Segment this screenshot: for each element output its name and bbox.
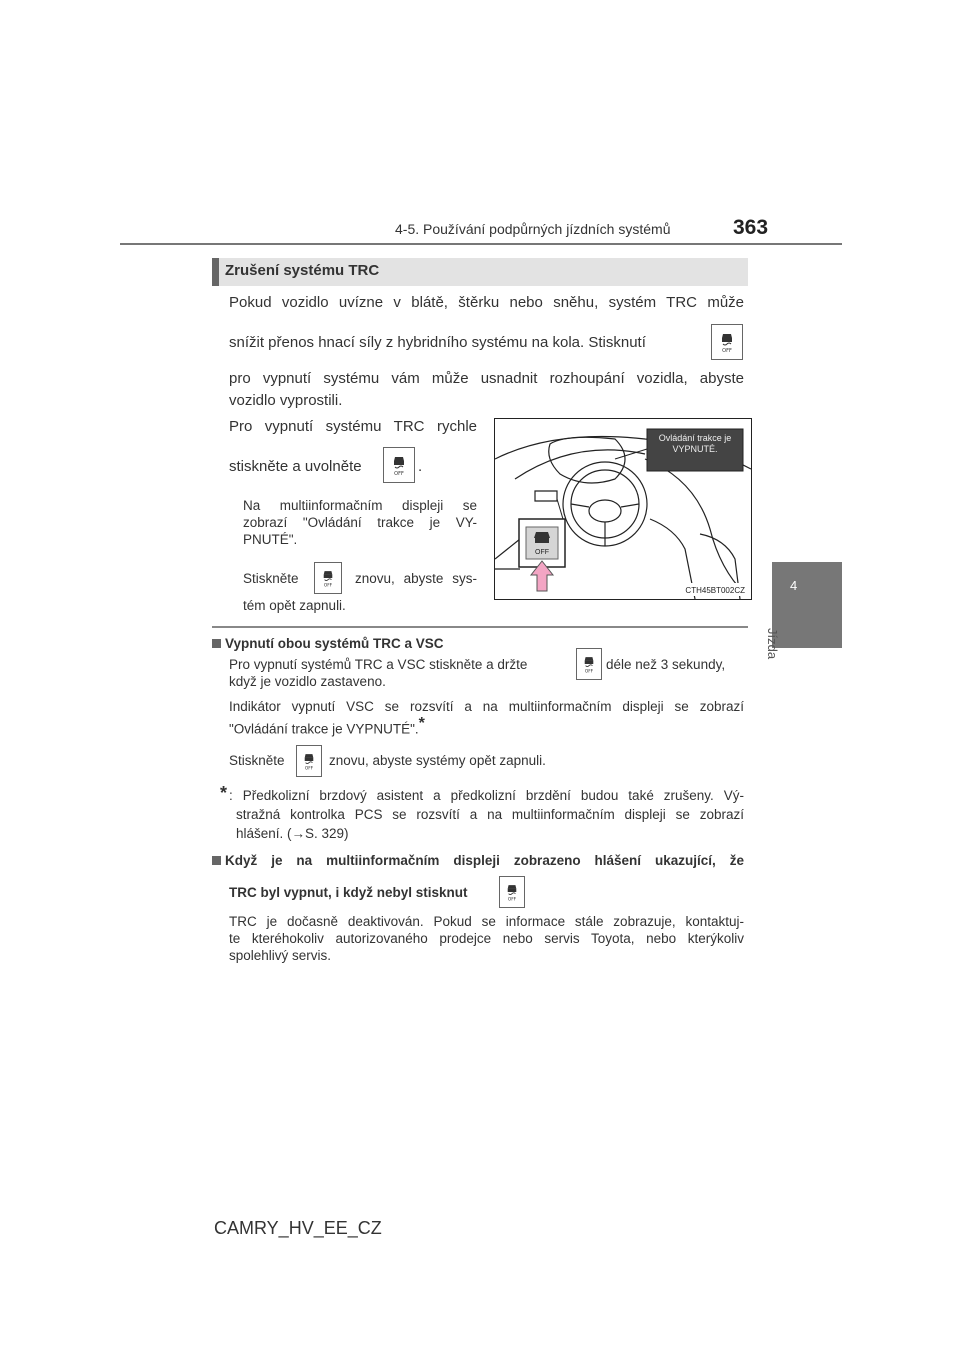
section-title: Zrušení systému TRC (225, 262, 380, 279)
svg-text:OFF: OFF (584, 669, 594, 674)
svg-text:OFF: OFF (304, 766, 314, 771)
press-again-line-2: tém opět zapnuli. (243, 598, 346, 613)
footnote-mark: * (220, 783, 228, 803)
both-off-p2b: "Ovládání trakce je VYPNUTÉ". (229, 721, 419, 737)
both-off-p1c: když je vozidlo zastaveno. (229, 674, 386, 689)
section-heading-bar (212, 258, 748, 286)
intro-line-3: pro vypnutí systému vám může usnadnit rozhoupání vozidla, abyste (229, 370, 744, 387)
page-number: 363 (733, 216, 769, 239)
bullet-square-icon (212, 856, 221, 865)
trc-off-icon (296, 745, 322, 777)
figure-code: CTH45BT002CZ (685, 586, 745, 595)
svg-text:OFF: OFF (323, 583, 333, 588)
display-note-line-3: PNUTÉ". (243, 532, 298, 547)
chapter-tab (772, 562, 842, 648)
footnote-line-3: hlášení. (→S. 329) (236, 826, 349, 841)
trc-off-icon (383, 447, 415, 483)
svg-text:OFF: OFF (722, 348, 732, 353)
dashboard-illustration (495, 419, 751, 599)
both-off-heading-text: Vypnutí obou systémů TRC a VSC (225, 636, 444, 651)
intro-line-4: vozidlo vyprostili. (229, 392, 343, 409)
display-note-line-1: Na multiinformačním displeji se (243, 498, 477, 513)
section-accent (212, 258, 219, 286)
svg-text:OFF: OFF (394, 471, 404, 476)
press-again-part-1: Stiskněte (243, 571, 299, 586)
both-off-p1a: Pro vypnutí systémů TRC a VSC stiskněte a držte (229, 657, 528, 672)
instruction-period: . (418, 458, 423, 475)
press-again-part-2: znovu, abyste sys- (355, 571, 477, 586)
header-rule (120, 243, 842, 245)
both-off-p3b: znovu, abyste systémy opět zapnuli. (329, 753, 546, 768)
message-heading-line-1 (212, 852, 744, 869)
callout-text: Ovládání trakce je VYPNUTÉ. (658, 433, 732, 454)
both-off-p2b-wrap (229, 715, 425, 738)
message-p3: spolehlivý servis. (229, 948, 332, 963)
both-off-heading (212, 636, 444, 651)
dashboard-figure (494, 418, 752, 600)
asterisk-mark: * (418, 715, 425, 732)
trc-off-icon (499, 876, 525, 908)
message-heading-line-2: TRC byl vypnut, i když nebyl stisknut (229, 885, 468, 900)
footnote-line-2: stražná kontrolka PCS se rozsvítí a na multiinformačním displeji se zobrazí (236, 807, 744, 822)
message-heading-line-1-text: Když je na multiinformačním displeji zobrazeno hlášení ukazující, že (225, 853, 744, 868)
document-code: CAMRY_HV_EE_CZ (214, 1218, 382, 1238)
intro-line-2: snížit přenos hnací síly z hybridního systému na kola. Stisknutí (229, 334, 646, 351)
both-off-p3a: Stiskněte (229, 753, 285, 768)
message-p2: te kteréhokoliv autorizovaného prodejce nebo servis Toyota, nebo kterýkoliv (229, 931, 744, 946)
footnote-line-1: : Předkolizní brzdový asistent a předkolizní brzdění budou také zrušeny. Vý- (229, 788, 744, 803)
header-section-title: 4-5. Používání podpůrných jízdních systémů (395, 221, 671, 237)
bullet-square-icon (212, 639, 221, 648)
trc-off-icon (711, 324, 743, 360)
both-off-p1b: déle než 3 sekundy, (606, 657, 726, 672)
trc-off-icon (314, 562, 342, 594)
message-p1: TRC je dočasně deaktivován. Pokud se informace stále zobrazuje, kontaktuj- (229, 914, 744, 929)
both-off-p2a: Indikátor vypnutí VSC se rozsvítí a na multiinformačním displeji se zobrazí (229, 699, 744, 714)
instruction-line-1: Pro vypnutí systému TRC rychle (229, 418, 477, 435)
svg-text:OFF: OFF (507, 897, 517, 902)
chapter-number: 4 (790, 578, 798, 593)
instruction-line-2: stiskněte a uvolněte (229, 458, 362, 475)
trc-off-icon (576, 648, 602, 680)
section-divider (212, 626, 748, 628)
chapter-label: Jízda (765, 628, 780, 660)
intro-line-1: Pokud vozidlo uvízne v blátě, štěrku nebo sněhu, systém TRC může (229, 294, 744, 311)
display-note-line-2: zobrazí "Ovládání trakce je VY- (243, 515, 477, 530)
off-label: OFF (535, 549, 549, 556)
